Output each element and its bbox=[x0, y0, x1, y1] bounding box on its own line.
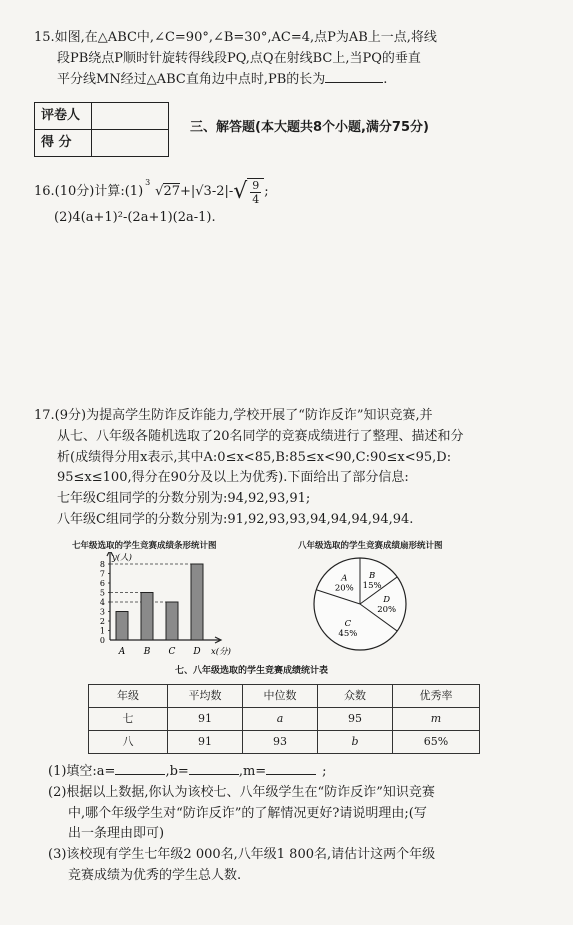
x-tick-label: D bbox=[193, 647, 201, 657]
cell-mode: b bbox=[318, 731, 393, 754]
cell-mode: 95 bbox=[318, 708, 393, 731]
part-3-line2: 竞赛成绩为优秀的学生总人数. bbox=[68, 867, 242, 883]
th-grade: 年级 bbox=[89, 685, 168, 708]
x-tick-label: A bbox=[118, 647, 126, 657]
th-excellent-rate: 优秀率 bbox=[393, 685, 480, 708]
cell-median: 93 bbox=[243, 731, 318, 754]
x-tick-label: B bbox=[143, 647, 151, 657]
th-mode: 众数 bbox=[318, 685, 393, 708]
bar bbox=[141, 593, 153, 641]
bar bbox=[191, 564, 203, 640]
q17-line1: 17.(9分)为提高学生防诈反诈能力,学校开展了“防诈反诈”知识竞赛,并 bbox=[34, 408, 433, 423]
pie-slice-name: A bbox=[341, 573, 348, 584]
stats-table bbox=[88, 684, 480, 754]
question-16 bbox=[34, 178, 269, 229]
q17-line5: 七年级C组同学的分数分别为:94,92,93,91; bbox=[57, 491, 311, 507]
question-15 bbox=[34, 28, 544, 90]
pie-slice-percent: 20% bbox=[334, 583, 354, 594]
q15-line3: 平分线MN经过△ABC直角边中点时,PB的长为 . bbox=[57, 71, 388, 87]
pie-slice-percent: 15% bbox=[362, 581, 382, 592]
blank-a bbox=[115, 762, 165, 775]
section-3-heading: 三、解答题(本大题共8个小题,满分75分) bbox=[190, 120, 429, 135]
blank-m bbox=[266, 762, 316, 775]
y-tick-label: 4 bbox=[99, 598, 105, 607]
cube-root: 3 √27 bbox=[145, 177, 180, 199]
y-tick-label: 3 bbox=[99, 607, 105, 617]
bar bbox=[116, 612, 128, 641]
cell-median: a bbox=[243, 708, 318, 731]
y-tick-label: 8 bbox=[99, 560, 105, 569]
score-label: 得 分 bbox=[35, 130, 92, 157]
pie-slice-percent: 20% bbox=[377, 605, 397, 615]
y-tick-label: 6 bbox=[99, 579, 105, 588]
q17-line6: 八年级C组同学的分数分别为:91,92,93,93,94,94,94,94,94. bbox=[57, 511, 414, 527]
x-tick-label: C bbox=[168, 647, 176, 657]
cell-mean: 91 bbox=[168, 708, 243, 731]
th-median: 中位数 bbox=[243, 685, 318, 708]
grader-cell bbox=[92, 103, 169, 130]
y-tick-label: 5 bbox=[99, 588, 105, 598]
q16-line1: 16.(10分)计算:(1) 3 √27 +|√3-2|- √ 9 4 ; bbox=[34, 177, 269, 207]
q15-line1: 15.如图,在△ABC中,∠C=90°,∠B=30°,AC=4,点P为AB上一点,将线 bbox=[34, 30, 437, 45]
score-box bbox=[34, 102, 169, 157]
q15-line2: 段PB绕点P顺时针旋转得线段PQ,点Q在射线BC上,当PQ的垂直 bbox=[57, 50, 421, 66]
grader-label: 评卷人 bbox=[35, 103, 92, 130]
question-17-parts bbox=[48, 762, 548, 887]
y-tick-label: 7 bbox=[99, 569, 105, 579]
y-tick-label: 2 bbox=[99, 617, 105, 626]
cell-grade: 七 bbox=[89, 708, 168, 731]
q16-line2: (2)4(a+1)²-(2a+1)(2a-1). bbox=[54, 210, 216, 226]
pie-slice-name: D bbox=[383, 595, 391, 605]
cell-mean: 91 bbox=[168, 731, 243, 754]
question-17 bbox=[34, 406, 554, 531]
y-tick-label: 1 bbox=[99, 626, 105, 636]
part-2-line3: 出一条理由即可) bbox=[68, 826, 165, 842]
y-tick-label: 0 bbox=[99, 636, 105, 645]
score-cell bbox=[92, 130, 169, 157]
pie-chart bbox=[310, 554, 430, 654]
table-header-row bbox=[89, 685, 480, 708]
table-title: 七、八年级选取的学生竞赛成绩统计表 bbox=[175, 666, 329, 676]
pie-slice-name: C bbox=[344, 618, 352, 629]
pie-slice-name: B bbox=[368, 571, 376, 582]
q17-line3: 析(成绩得分用x表示,其中A:0≤x<85,B:85≤x<90,C:90≤x<95,D: bbox=[57, 449, 452, 465]
part-3-line1: (3)该校现有学生七年级2 000名,八年级1 800名,请估计这两个年级 bbox=[48, 847, 436, 863]
cell-excellent-rate: 65% bbox=[393, 731, 480, 754]
part-2-line1: (2)根据以上数据,你认为该校七、八年级学生在“防诈反诈”知识竞赛 bbox=[48, 784, 435, 800]
pie-chart-marks bbox=[314, 558, 406, 650]
x-axis-label: x(分) bbox=[211, 647, 231, 657]
bar-chart-title: 七年级选取的学生竞赛成绩条形统计图 bbox=[72, 541, 217, 551]
cell-grade: 八 bbox=[89, 731, 168, 754]
bar-chart-marks bbox=[100, 552, 231, 657]
sqrt-fraction: √ 9 4 bbox=[233, 178, 264, 206]
table-row bbox=[89, 708, 480, 731]
part-1: (1)填空:a= ,b= ,m= ; bbox=[48, 764, 327, 779]
pie-chart-title: 八年级选取的学生竞赛成绩扇形统计图 bbox=[298, 541, 443, 551]
y-axis-label: y(人) bbox=[112, 553, 132, 563]
th-mean: 平均数 bbox=[168, 685, 243, 708]
part-2-line2: 中,哪个年级学生对“防诈反诈”的了解情况更好?请说明理由;(写 bbox=[68, 805, 427, 821]
q15-answer-blank bbox=[325, 70, 383, 83]
q17-line4: 95≤x≤100,得分在90分及以上为优秀).下面给出了部分信息: bbox=[57, 470, 409, 486]
blank-b bbox=[189, 762, 239, 775]
cell-excellent-rate: m bbox=[393, 708, 480, 731]
pie-slice-percent: 45% bbox=[338, 628, 358, 639]
bar-chart bbox=[82, 552, 282, 660]
table-row bbox=[89, 731, 480, 754]
bar bbox=[166, 602, 178, 640]
q17-line2: 从七、八年级各随机选取了20名同学的竞赛成绩进行了整理、描述和分 bbox=[57, 428, 464, 444]
